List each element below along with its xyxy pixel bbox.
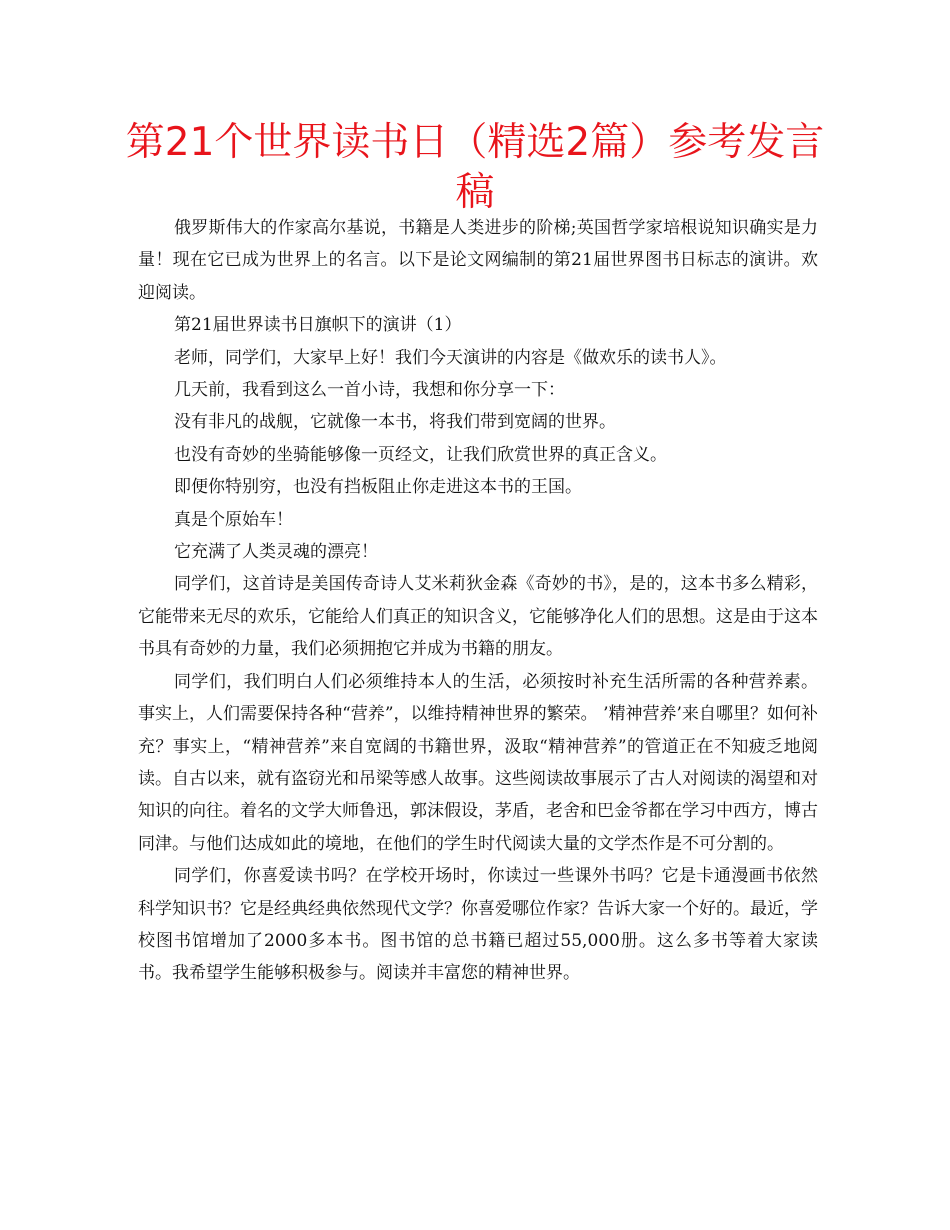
paragraph-intro: 俄罗斯伟大的作家高尔基说，书籍是人类进步的阶梯;英国哲学家培根说知识确实是力量！现在它已成为世界上的名言。以下是论文网编制的第21届世界图书日标志的演讲。欢迎阅读。 [138, 218, 818, 303]
document-body [138, 212, 818, 990]
paragraph-speech-heading: 第21届世界读书日旗帜下的演讲（1） [174, 315, 462, 336]
paragraph-poem-line: 它充满了人类灵魂的漂亮！ [174, 542, 378, 563]
paragraph-poem-line: 真是个原始车！ [174, 509, 293, 530]
paragraph-nutrition: 同学们，我们明白人们必须维持本人的生活，必须按时补充生活所需的各种营养素。事实上，人们需要保持各种“营养”，以维持精神世界的繁荣。 ’精神营养’来自哪里？如何补充？事实上，“精神营养”来自宽阔的书籍世界，汲取“精神营养”的管道正在不知疲乏地阅读。自古以来，就有盗窃光和吊梁等感人故事。这些阅读故事展示了古人对阅读的渴望和对知识的向往。着名的文学大师鲁迅，郭沫假设，茅盾，老舍和巴金爷都在学习中西方，博古同津。与他们达成如此的境地，在他们的学生时代阅读大量的文学杰作是不可分割的。 [138, 671, 818, 854]
paragraph-poem-comment: 同学们，这首诗是美国传奇诗人艾米莉狄金森《奇妙的书》，是的，这本书多么精彩，它能带来无尽的欢乐，它能给人们真正的知识含义，它能够净化人们的思想。这是由于这本书具有奇妙的力量，我们必须拥抱它并成为书籍的朋友。 [138, 574, 818, 660]
paragraph-questions: 同学们，你喜爱读书吗？在学校开场时，你读过一些课外书吗？它是卡通漫画书依然科学知识书？它是经典经典依然现代文学？你喜爱哪位作家？告诉大家一个好的。最近，学校图书馆增加了2000多本书。图书馆的总书籍已超过55,000册。这么多书等着大家读书。我希望学生能够积极参与。阅读并丰富您的精神世界。 [138, 866, 818, 984]
document-title: 第21个世界读书日（精选2篇）参考发言稿 [125, 120, 825, 215]
paragraph-poem-line: 也没有奇妙的坐骑能够像一页经文，让我们欣赏世界的真正含义。 [174, 444, 667, 465]
paragraph-poem-line: 即便你特别穷，也没有挡板阻止你走进这本书的王国。 [174, 477, 582, 498]
paragraph-greeting: 老师，同学们，大家早上好！我们今天演讲的内容是《做欢乐的读书人》。 [174, 347, 727, 368]
paragraph-poem-line: 没有非凡的战舰，它就像一本书，将我们带到宽阔的世界。 [174, 412, 616, 433]
paragraph-poem-intro: 几天前，我看到这么一首小诗，我想和你分享一下： [174, 380, 565, 401]
